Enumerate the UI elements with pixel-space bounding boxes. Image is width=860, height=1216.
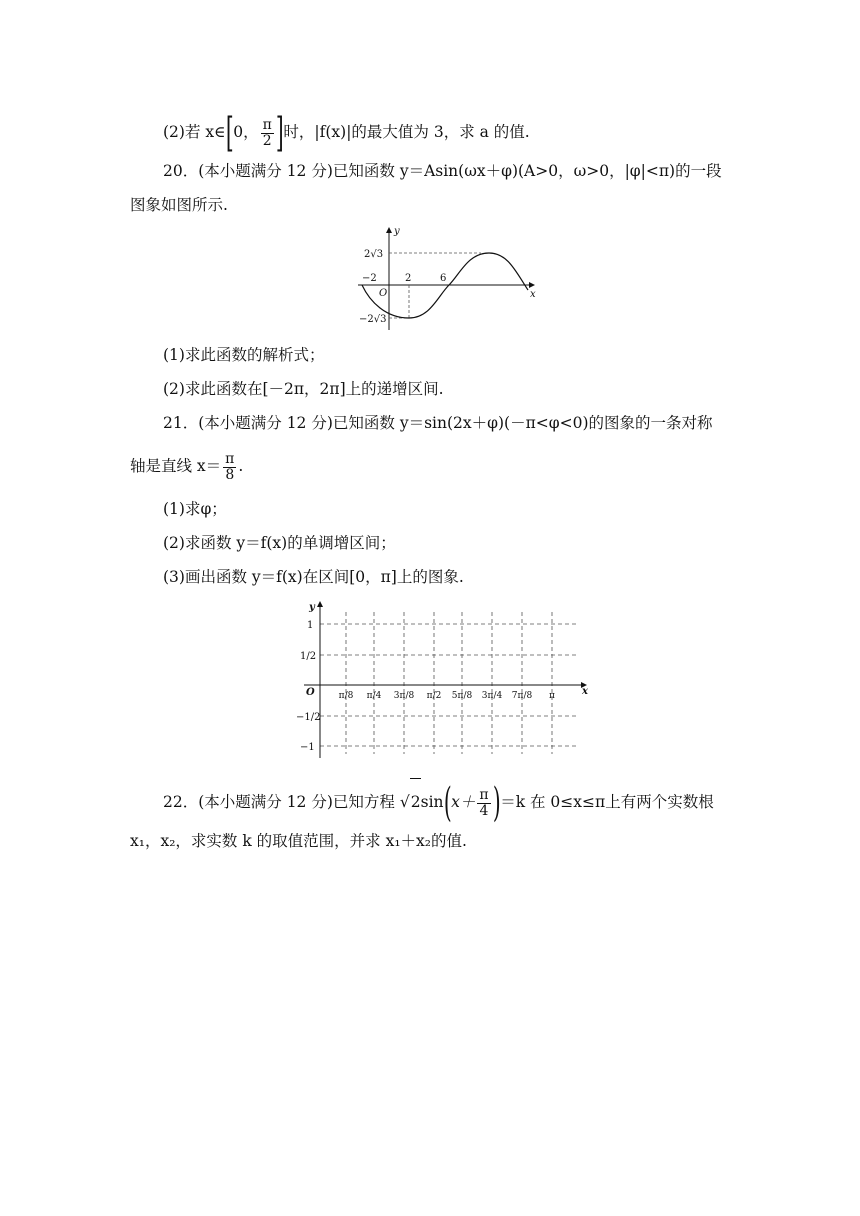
q20-part2: (2)求此函数在[－2π，2π]上的递增区间.	[163, 380, 444, 398]
y-label-neg-half: −1/2	[296, 712, 321, 723]
q20-line2: 图象如图所示.	[130, 196, 228, 214]
y-axis-label: y	[309, 602, 315, 613]
frac-num: π	[225, 450, 235, 467]
q19-part2	[163, 110, 773, 154]
x-label-7pi8: 7π/8	[511, 691, 533, 701]
q20-line1: 20．(本小题满分 12 分)已知函数 y＝Asin(ωx＋φ)(A>0，ω>0，|φ|<π)的一段	[163, 162, 722, 180]
sqrt-symbol: √	[399, 793, 410, 811]
q21-line2-suffix: .	[238, 457, 244, 475]
paren-x: x＋	[451, 793, 476, 811]
x-label-pi4: π/4	[366, 691, 382, 701]
sin-text: sin	[420, 793, 444, 811]
right-paren: )	[492, 780, 501, 826]
frac-den: 2	[262, 132, 272, 149]
pi-over-8-fraction	[223, 452, 236, 482]
x-label-3pi8: 3π/8	[393, 691, 415, 701]
frac-den: 4	[479, 802, 489, 819]
right-bracket: ]	[275, 110, 284, 156]
q19-part2-suffix: 时，|f(x)|的最大值为 3，求 a 的值.	[283, 123, 530, 141]
interval-right-fraction	[261, 118, 274, 148]
q19-part2-prefix: (2)若 x∈	[163, 123, 226, 141]
x-axis-label: x	[530, 289, 536, 300]
x-axis-label: x	[582, 686, 588, 697]
x-label-pi: π	[549, 691, 555, 701]
q21-part3: (3)画出函数 y＝f(x)在区间[0，π]上的图象.	[163, 568, 464, 586]
y-label-half: 1/2	[300, 651, 317, 662]
x-label-3pi4: 3π/4	[481, 691, 503, 701]
q22-suffix: ＝k 在 0≤x≤π上有两个实数根	[500, 793, 714, 811]
x-2-label: 2	[405, 273, 412, 284]
origin-label: O	[306, 687, 315, 698]
frac-num: π	[262, 116, 272, 133]
q22-line2: x₁，x₂，求实数 k 的取值范围，并求 x₁＋x₂的值.	[130, 832, 467, 850]
q22-prefix: 22．(本小题满分 12 分)已知方程	[163, 793, 395, 811]
x-label-5pi8: 5π/8	[451, 691, 473, 701]
left-paren: (	[443, 780, 452, 826]
q21-line2-prefix: 轴是直线 x＝	[130, 457, 222, 475]
y-min-label: −2√3	[359, 314, 387, 325]
frac-num: π	[479, 786, 489, 803]
x-label-pi8: π/8	[338, 691, 354, 701]
q21-line2	[130, 444, 740, 488]
q20-part1: (1)求此函数的解析式；	[163, 346, 325, 364]
q20-sine-graph	[350, 222, 550, 334]
q21-part1: (1)求φ；	[163, 500, 227, 518]
y-label-neg1: −1	[300, 742, 315, 753]
frac-den: 8	[225, 466, 235, 483]
x-neg2-label: −2	[362, 273, 377, 284]
interval-left: 0，	[233, 123, 259, 141]
q21-line1: 21．(本小题满分 12 分)已知函数 y＝sin(2x＋φ)(－π<φ<0)的图象的一条对称	[163, 414, 713, 432]
y-max-label: 2√3	[364, 249, 384, 260]
y-axis-label: y	[394, 226, 400, 237]
x-6-label: 6	[440, 273, 447, 284]
q22-line1	[163, 778, 773, 824]
q21-part2: (2)求函数 y＝f(x)的单调增区间；	[163, 534, 396, 552]
pi-over-4-fraction	[477, 788, 490, 818]
q21-blank-grid	[296, 598, 596, 762]
sqrt-arg: 2	[410, 778, 421, 825]
x-label-pi2: π/2	[426, 691, 442, 701]
left-bracket: [	[225, 110, 234, 156]
y-label-1: 1	[307, 620, 314, 631]
origin-label: O	[379, 288, 388, 299]
